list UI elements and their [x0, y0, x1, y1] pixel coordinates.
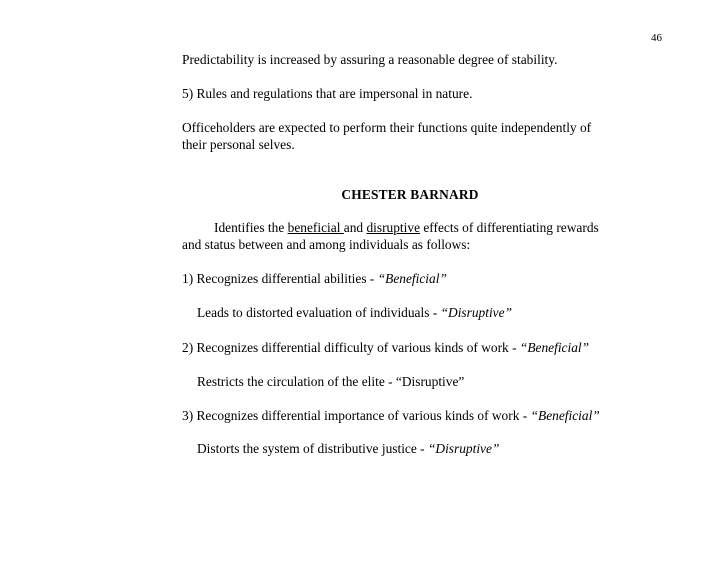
- item-tag: “Beneficial”: [530, 408, 600, 423]
- list-item: [197, 441, 499, 457]
- paragraph-officeholders-line1: Officeholders are expected to perform their functions quite independently of: [182, 120, 592, 135]
- intro-beneficial: beneficial: [287, 220, 344, 235]
- intro-text-2: and: [343, 220, 367, 235]
- intro-text-1: Identifies the: [214, 220, 288, 235]
- intro-text-3: effects of differentiating rewards: [420, 220, 599, 235]
- paragraph-officeholders-line2: their personal selves.: [182, 137, 295, 152]
- list-item: [197, 374, 464, 390]
- list-item: [182, 408, 600, 424]
- list-item: [197, 305, 512, 321]
- item-tag: “Beneficial”: [519, 340, 590, 355]
- intro-disruptive: disruptive: [366, 220, 421, 235]
- section-heading: CHESTER BARNARD: [341, 187, 479, 202]
- intro-line2: and status between and among individuals as follows:: [182, 237, 471, 252]
- list-item: [182, 340, 589, 356]
- item-text: 1) Recognizes differential abilities -: [182, 271, 378, 286]
- item-text: 3) Recognizes differential importance of various kinds of work -: [182, 408, 531, 423]
- item-text: 2) Recognizes differential difficulty of various kinds of work -: [182, 340, 520, 355]
- item-text: Restricts the circulation of the elite - “Disruptive”: [197, 374, 465, 389]
- item-tag: “Disruptive”: [440, 305, 513, 320]
- page-number: 46: [651, 32, 662, 44]
- paragraph-stability: Predictability is increased by assuring a reasonable degree of stability.: [182, 52, 558, 67]
- item-text: Leads to distorted evaluation of individuals -: [197, 305, 441, 320]
- intro-line1: [214, 220, 599, 236]
- item-tag: “Beneficial”: [377, 271, 447, 286]
- item-text: Distorts the system of distributive justice -: [197, 441, 428, 456]
- list-item: [182, 271, 447, 287]
- paragraph-rules: 5) Rules and regulations that are impersonal in nature.: [182, 86, 473, 101]
- item-tag: “Disruptive”: [427, 441, 500, 456]
